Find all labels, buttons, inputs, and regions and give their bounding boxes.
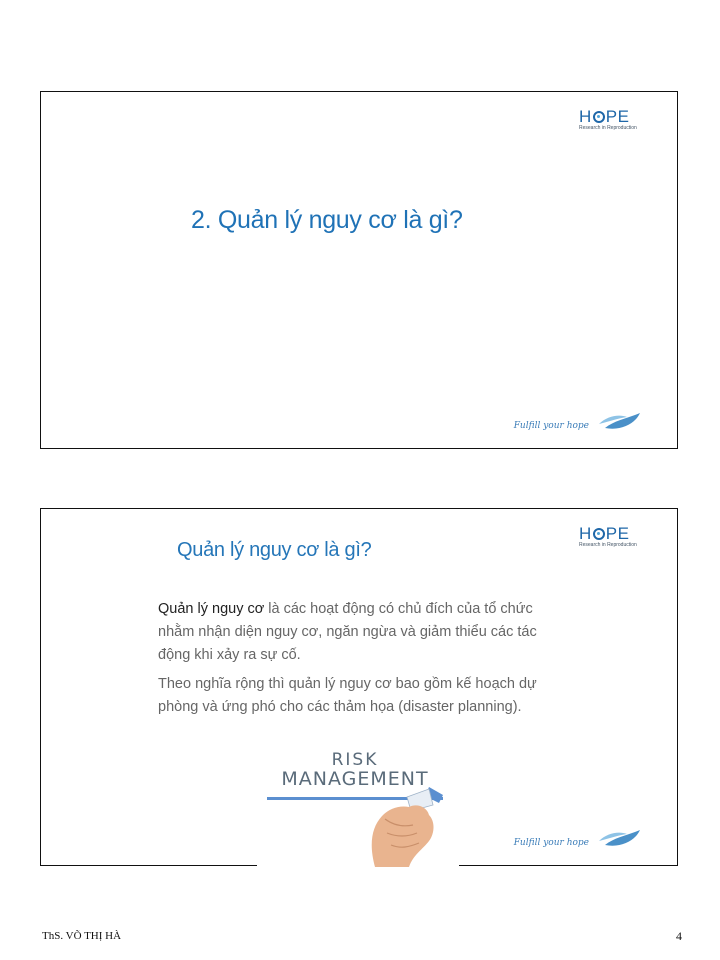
image-text-management: MANAGEMENT xyxy=(281,768,429,790)
slide-title: Quản lý nguy cơ là gì? xyxy=(177,539,372,561)
definition-text: là các hoạt động có chủ đích của tổ chức nhằm nhận diện nguy cơ, ngăn ngừa và giảm thiểu các tác động khi xảy ra sự cố. xyxy=(158,601,537,663)
logo-tagline: Research in Reproduction xyxy=(579,542,637,548)
page-author: ThS. VÕ THỊ HÀ xyxy=(42,930,122,942)
footer-tagline: Fulfill your hope xyxy=(513,421,589,431)
logo-text-h: H xyxy=(579,107,592,126)
paragraph-definition xyxy=(158,598,558,667)
footer-tagline: Fulfill your hope xyxy=(513,838,589,848)
term-highlight: Quản lý nguy cơ xyxy=(158,601,265,617)
eye-icon xyxy=(593,528,605,540)
image-text-risk: RISK xyxy=(331,750,379,770)
slide-2 xyxy=(40,508,678,866)
page-number: 4 xyxy=(676,929,682,943)
risk-management-image xyxy=(257,745,459,867)
slide-title: 2. Quản lý nguy cơ là gì? xyxy=(191,206,463,234)
logo-tagline: Research in Reproduction xyxy=(579,125,637,131)
leaf-logo-icon xyxy=(597,410,641,432)
leaf-logo-icon xyxy=(597,827,641,849)
eye-icon xyxy=(593,111,605,123)
logo-text-pe: PE xyxy=(605,107,630,126)
logo-text-h: H xyxy=(579,524,592,543)
hope-logo xyxy=(579,525,639,548)
paragraph-broad-meaning: Theo nghĩa rộng thì quản lý nguy cơ bao gồm kế hoạch dự phòng và ứng phó cho các thảm họa (disaster planning). xyxy=(158,676,537,715)
slide-body xyxy=(158,598,558,725)
logo-text-pe: PE xyxy=(605,524,630,543)
slide-1 xyxy=(40,91,678,449)
hope-logo xyxy=(579,108,639,131)
